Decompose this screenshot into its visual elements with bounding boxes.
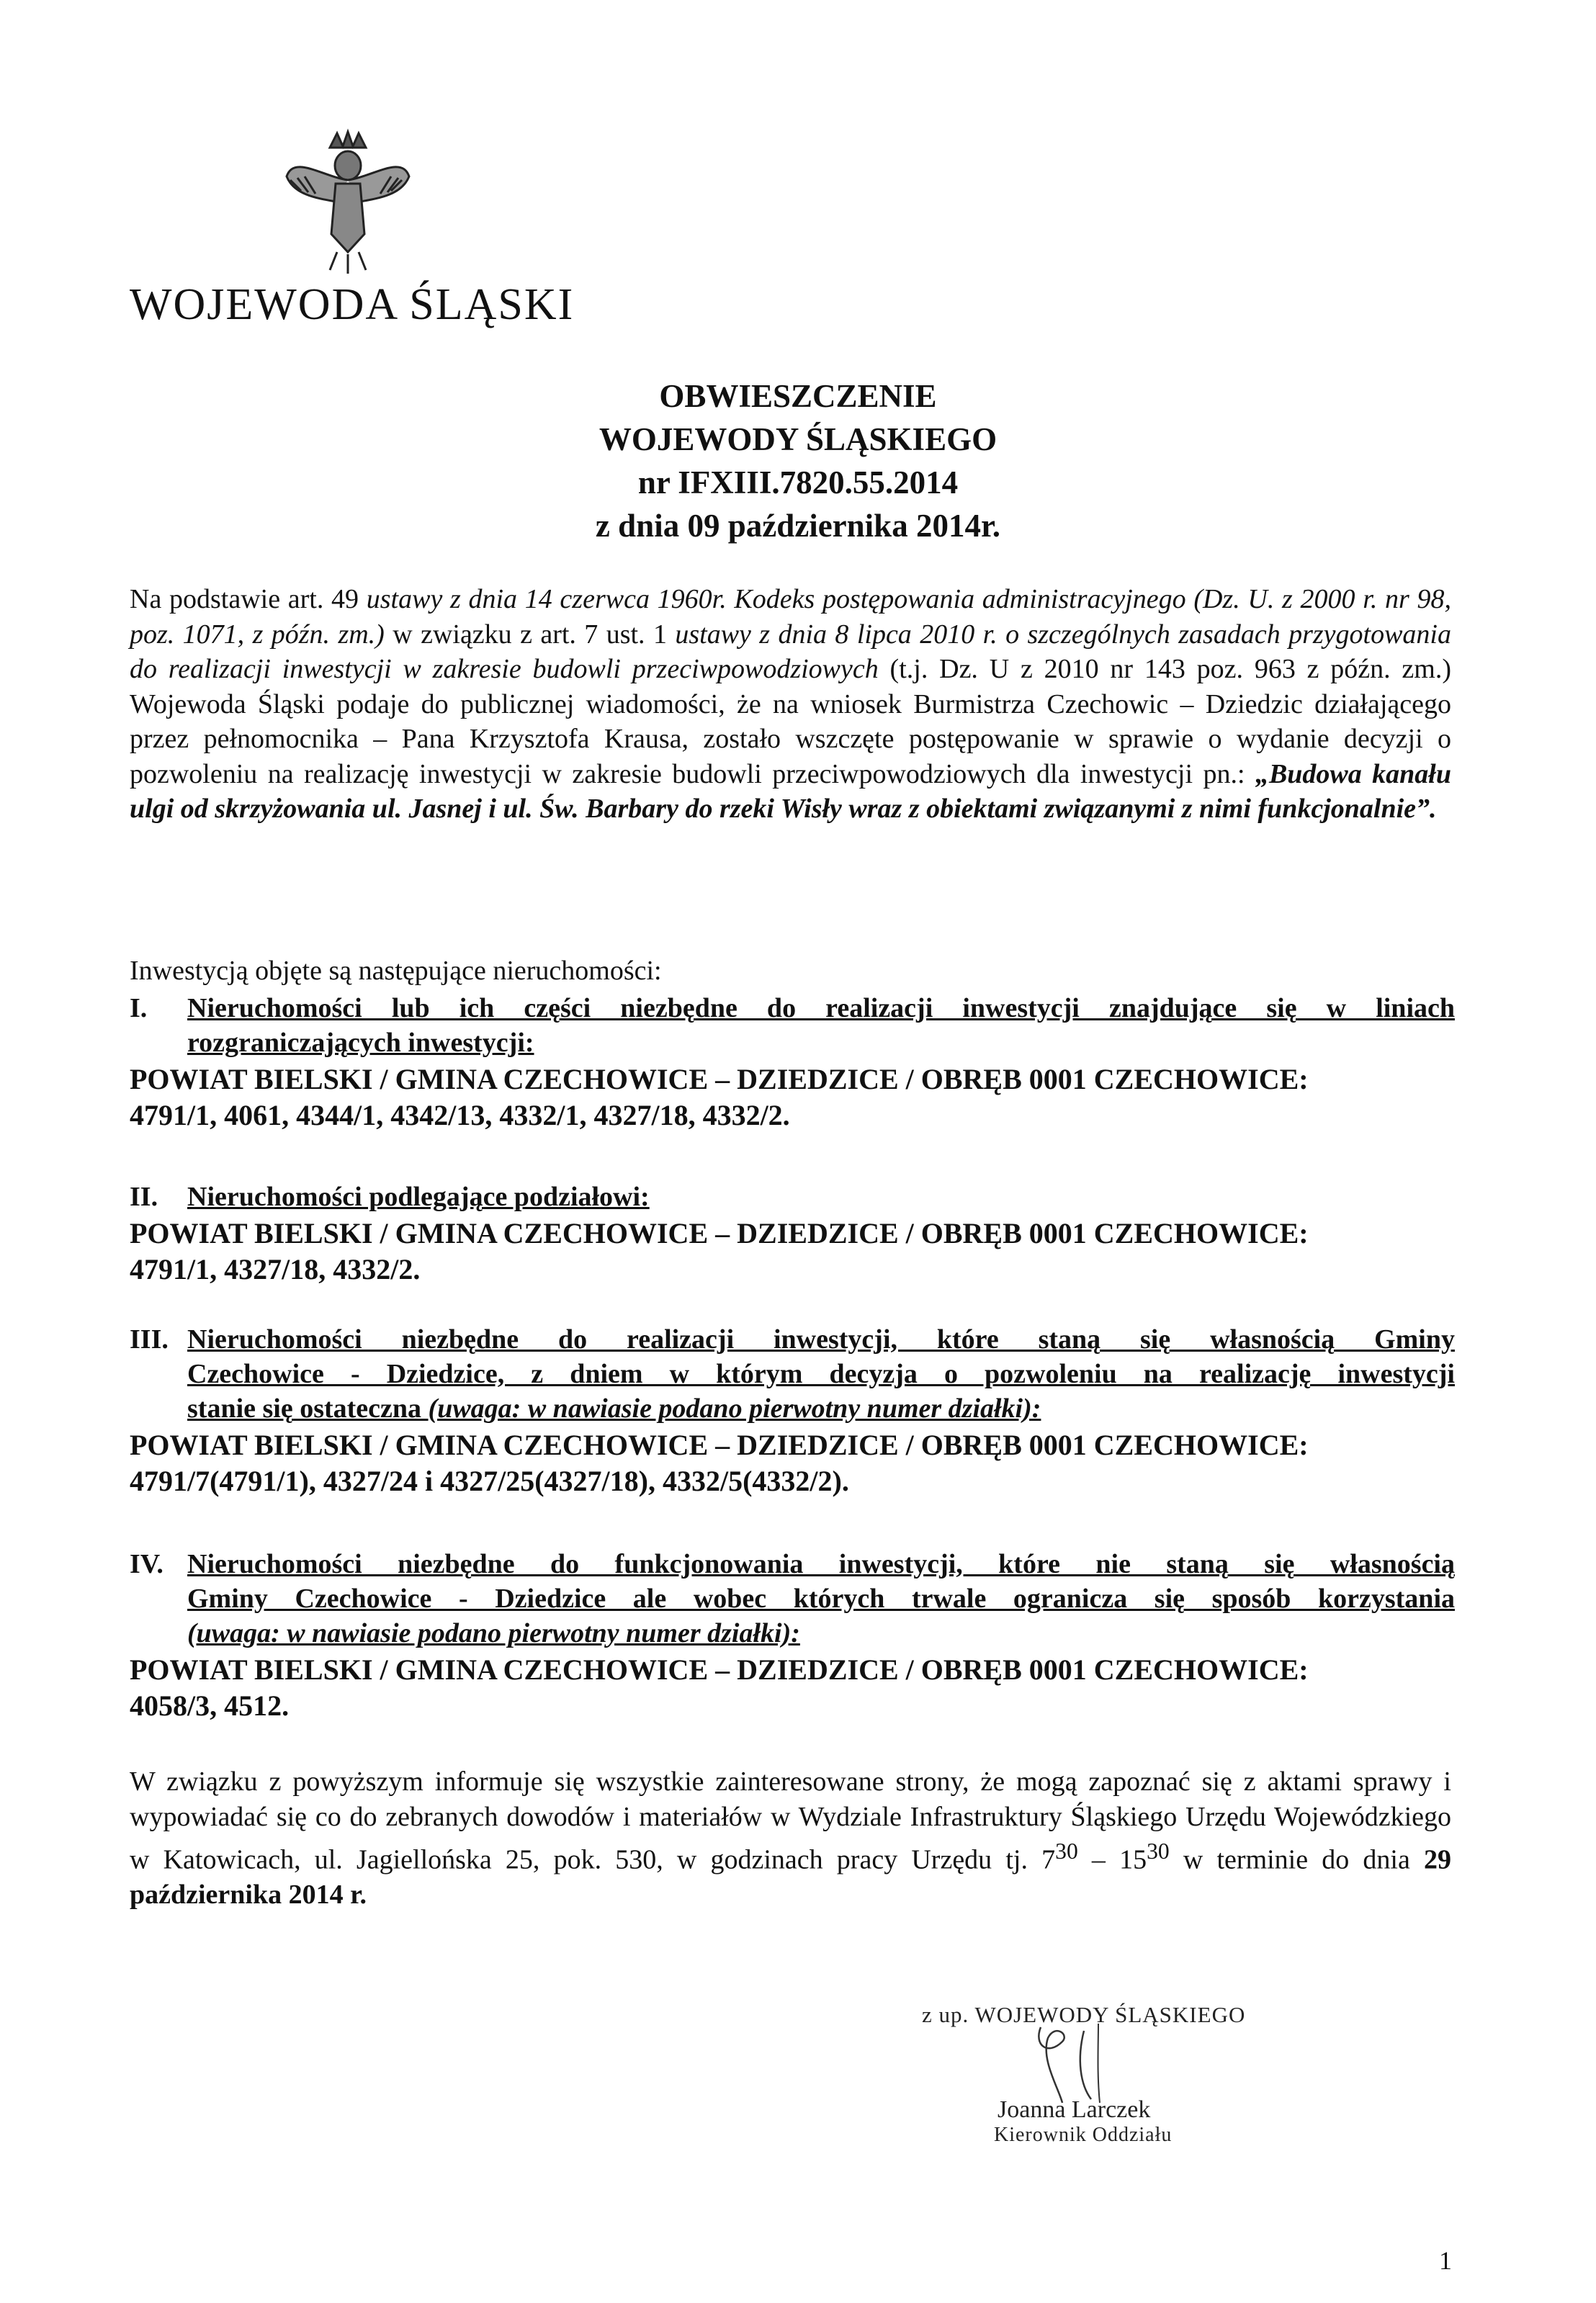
signatory-role: Kierownik Oddziału <box>994 2124 1173 2146</box>
eagle-emblem-icon <box>279 126 416 277</box>
signatory-name: Joanna Larczek <box>998 2096 1151 2123</box>
section-4: IV. Nieruchomości niezbędne do funkcjonowania inwestycji, które nie staną się własnością Gminy Czechowice - Dziedzice ale wobec których trwale ogranicza się sposób korzystania (uwaga: w nawiasie podano pierwotny numer działki): POWIAT BIELSKI / GMINA CZECHOWICE – DZIEDZICE / OBRĘB 0001 CZECHOWICE: 4058/3, 4512. <box>130 1549 1455 1722</box>
title-line-1: OBWIESZCZENIE <box>659 378 937 414</box>
section-1-number: I. <box>130 993 148 1023</box>
page-number: 1 <box>1439 2246 1452 2275</box>
section-2-number: II. <box>130 1182 158 1212</box>
section-3-number: III. <box>130 1324 169 1355</box>
section-1: I. Nieruchomości lub ich części niezbędne do realizacji inwestycji znajdujące się w liniach rozgraniczających inwestycji: POWIAT BIELSKI / GMINA CZECHOWICE – DZIEDZICE / OBRĘB 0001 CZECHOWICE: 4791/1, 4061, 4344/1, 4342/13, 4332/1, 4327/18, 4332/2. <box>130 993 1455 1131</box>
title-line-4: z dnia 09 października 2014r. <box>595 508 1001 544</box>
authority-name: WOJEWODA ŚLĄSKI <box>130 280 575 329</box>
handwritten-signature-icon <box>990 2016 1178 2110</box>
section-3: III. Nieruchomości niezbędne do realizacji inwestycji, które staną się własnością Gminy Czechowice - Dziedzice, z dniem w którym decyzja o pozwoleniu na realizację inwestycji stanie się ostateczna (uwaga: w nawiasie podano pierwotny numer działki): POWIAT BIELSKI / GMINA CZECHOWICE – DZIEDZICE / OBRĘB 0001 CZECHOWICE: 4791/7(4791/1), 4327/24 i 4327/25(4327/18), 4332/5(4332/2). <box>130 1324 1455 1497</box>
section-2: II. Nieruchomości podlegające podziałowi: POWIAT BIELSKI / GMINA CZECHOWICE – DZIEDZICE / OBRĘB 0001 CZECHOWICE: 4791/1, 4327/18, 4332/2. <box>130 1182 1309 1285</box>
signature-block <box>922 2002 1245 2147</box>
section-4-number: IV. <box>130 1549 163 1579</box>
signature-authorization: z up. WOJEWODY ŚLĄSKIEGO <box>922 2002 1246 2027</box>
list-intro: Inwestycją objęte są następujące nieruchomości: <box>130 956 662 986</box>
title-line-2: WOJEWODY ŚLĄSKIEGO <box>598 421 998 457</box>
intro-paragraph: Na podstawie art. 49 ustawy z dnia 14 czerwca 1960r. Kodeks postępowania administracyjnego (Dz. U. z 2000 r. nr 98, poz. 1071, z późn. zm.) w związku z art. 7 ust. 1 ustawy z dnia 8 lipca 2010 r. o szczególnych zasadach przygotowania do realizacji inwestycji w zakresie budowli przeciwpowodziowych (t.j. Dz. U z 2010 nr 143 poz. 963 z późn. zm.) Wojewoda Śląski podaje do publicznej wiadomości, że na wniosek Burmistrza Czechowic – Dziedzic działającego przez pełnomocnika – Pana Krzysztofa Krausa, zostało wszczęte postępowanie w sprawie o wydanie decyzji o pozwoleniu na realizację inwestycji w zakresie budowli przeciwpowodziowych dla inwestycji pn.: „Budowa kanału ulgi od skrzyżowania ul. Jasnej i ul. Św. Barbary do rzeki Wisły wraz z obiektami związanymi z nimi funkcjonalnie”. <box>130 584 1452 824</box>
title-line-3: nr IFXIII.7820.55.2014 <box>637 464 959 500</box>
closing-paragraph: W związku z powyższym informuje się wszystkie zainteresowane strony, że mogą zapoznać się z aktami sprawy i wypowiadać się co do zebranych dowodów i materiałów w Wydziale Infrastruktury Śląskiego Urzędu Wojewódzkiego w Katowicach, ul. Jagiellońska 25, pok. 530, w godzinach pracy Urzędu tj. $7^{30} - 15^{30}$ w terminie do dnia 29 października 2014 r. <box>130 1766 1451 1911</box>
